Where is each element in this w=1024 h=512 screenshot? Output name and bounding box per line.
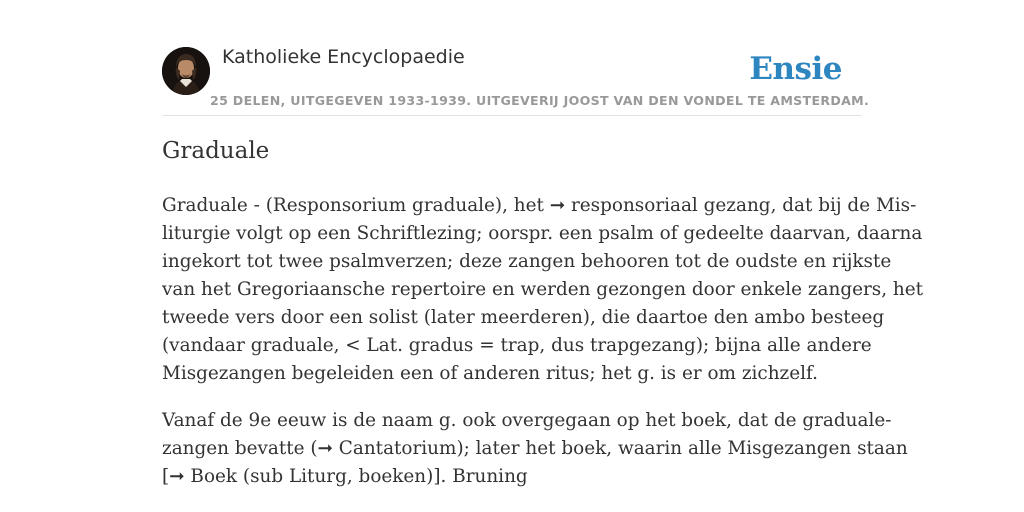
site-title-link[interactable]: Katholieke Encyclopaedie bbox=[222, 46, 465, 68]
ensie-logo-link[interactable]: Ensie bbox=[749, 51, 842, 87]
paragraph-2 bbox=[162, 407, 908, 491]
text-line: (vandaar graduale, < Lat. gradus = trap, dus trapgezang); bijna alle andere bbox=[162, 335, 872, 356]
text-line: Misgezangen begeleiden een of anderen ritus; het g. is er om zichzelf. bbox=[162, 363, 818, 384]
portrait-icon bbox=[162, 47, 210, 95]
text-line: zangen bevatte (➞ Cantatorium); later het boek, waarin alle Misgezangen staan bbox=[162, 438, 908, 459]
text-line: ingekort tot twee psalmverzen; deze zangen behooren tot de oudste en rijkste bbox=[162, 251, 892, 272]
avatar[interactable] bbox=[162, 47, 210, 95]
text-line: liturgie volgt op een Schriftlezing; oorspr. een psalm of gedeelte daarvan, daarna bbox=[162, 223, 923, 244]
article-body bbox=[162, 192, 924, 510]
text-line: [➞ Boek (sub Liturg, boeken)]. Bruning bbox=[162, 466, 528, 487]
text-line: Graduale - (Responsorium graduale), het ➞ responsoriaal gezang, dat bij de Mis- bbox=[162, 195, 917, 216]
publication-subtitle: 25 DELEN, UITGEGEVEN 1933-1939. UITGEVERIJ JOOST VAN DEN VONDEL TE AMSTERDAM. bbox=[210, 93, 870, 108]
paragraph-1 bbox=[162, 192, 924, 388]
site-header bbox=[162, 45, 870, 116]
text-line: tweede vers door een solist (later meerderen), die daartoe den ambo besteeg bbox=[162, 307, 885, 328]
text-line: van het Gregoriaansche repertoire en werden gezongen door enkele zangers, het bbox=[162, 279, 924, 300]
page-title: Graduale bbox=[162, 138, 270, 164]
text-line: Vanaf de 9e eeuw is de naam g. ook overgegaan op het boek, dat de graduale- bbox=[162, 410, 892, 431]
